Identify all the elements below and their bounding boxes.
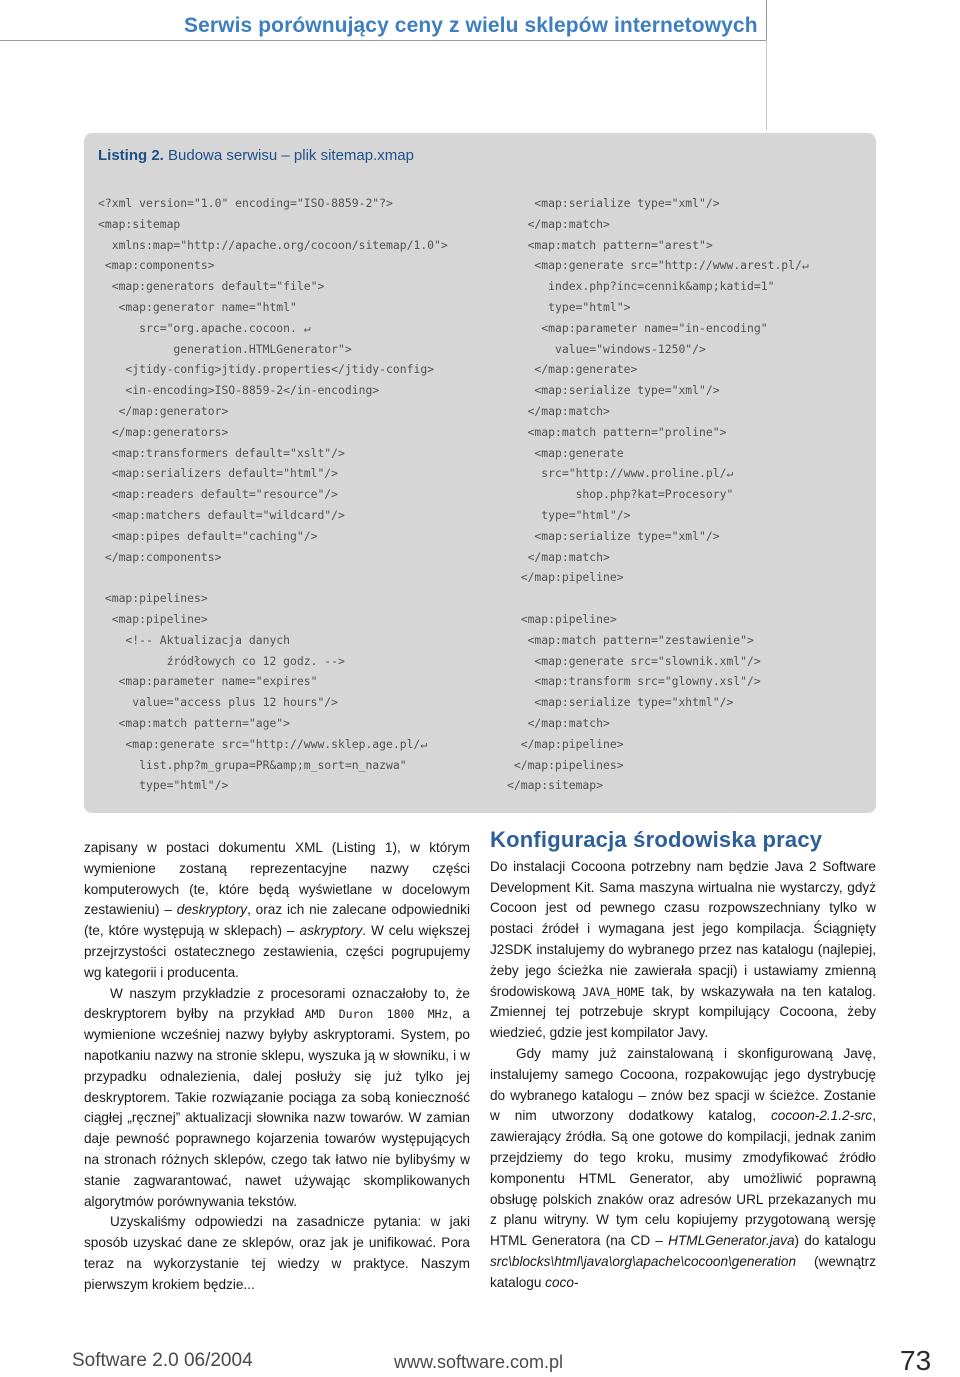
page-header-title: Serwis porównujący ceny z wielu sklepów internetowych <box>184 14 758 37</box>
code-line <box>507 692 809 713</box>
code-line-text: </map:generate> <box>507 362 638 377</box>
code-line-text: list.php?m_grupa=PR&amp;m_sort=n_nazwa" <box>98 757 407 772</box>
path-italic: coco- <box>545 1274 579 1290</box>
code-line <box>98 276 448 297</box>
code-line-text: index.php?inc=cennik&amp;katid=1" <box>507 279 775 294</box>
code-line-text: <map:pipelines> <box>98 591 208 606</box>
code-line-text: <map:pipeline> <box>98 611 208 626</box>
code-line <box>98 401 448 422</box>
code-inline: JAVA_HOME <box>582 984 645 999</box>
text-run: Gdy mamy już zainstalowaną i skonfigurowaną Javę, instalujemy samego Cocoona, rozpakowując jego dystrybucję do wybranego katalogu – znów bez spacji w ścieżce. Zostanie w nim utworzony dodatkowy katalog, <box>490 1045 876 1124</box>
code-line-text: </map:components> <box>98 549 222 564</box>
code-line-text: <map:parameter name="expires" <box>98 674 318 689</box>
code-line <box>98 463 448 484</box>
code-line-text: <map:sitemap <box>98 216 181 231</box>
code-line <box>98 526 448 547</box>
code-line-text: </map:match> <box>507 403 610 418</box>
article-column-right <box>490 827 876 1294</box>
code-line <box>507 359 809 380</box>
header-divider-vertical <box>766 0 767 40</box>
code-line <box>98 671 448 692</box>
code-line <box>507 609 809 630</box>
listing-caption: Budowa serwisu – plik sitemap.xmap <box>168 147 414 164</box>
code-line <box>507 443 809 464</box>
paragraph <box>84 838 470 984</box>
code-line-text: <map:match pattern="proline"> <box>507 424 727 439</box>
code-line-text: <!-- Aktualizacja danych <box>98 632 291 647</box>
code-line <box>507 671 809 692</box>
listing-box <box>84 133 876 813</box>
header-divider-horizontal <box>0 40 766 41</box>
code-line <box>507 505 809 526</box>
code-line-text: <map:match pattern="age"> <box>98 715 291 730</box>
code-line-text: </map:pipelines> <box>507 757 624 772</box>
code-line-text: value="access plus 12 hours"/> <box>98 695 339 710</box>
code-line-text: <map:pipes default="caching"/> <box>98 528 318 543</box>
code-line <box>507 567 809 588</box>
term-deskryptory: deskryptory <box>176 902 248 918</box>
code-line <box>98 588 448 609</box>
code-line <box>507 297 809 318</box>
paragraph <box>84 984 470 1213</box>
code-line <box>98 339 448 360</box>
text-run: ) do katalogu <box>794 1233 876 1249</box>
code-line <box>98 505 448 526</box>
code-line-text: shop.php?kat=Procesory" <box>507 487 734 502</box>
code-line-text: value="windows-1250"/> <box>507 341 706 356</box>
code-line-text: <map:transform src="glowny.xsl"/> <box>507 674 761 689</box>
page-number: 73 <box>900 1345 932 1376</box>
code-line <box>507 588 809 609</box>
term-askryptory: askryptory <box>299 923 363 939</box>
text-run: (wewnątrz katalogu <box>490 1253 876 1290</box>
code-line <box>98 380 448 401</box>
code-line <box>98 775 448 796</box>
code-line-text: src="http://www.proline.pl/↵ <box>507 466 734 481</box>
code-column-right <box>507 193 809 796</box>
code-line <box>98 547 448 568</box>
code-line <box>98 651 448 672</box>
path-italic: src\blocks\html\java\org\apache\cocoon\generation <box>490 1253 797 1269</box>
text-run: , oraz ich nie zalecane odpowiedniki (te, które występują w sklepach) – <box>84 902 470 939</box>
article-column-left <box>84 838 470 1296</box>
code-line <box>98 692 448 713</box>
code-line-text: <map:matchers default="wildcard"/> <box>98 507 345 522</box>
code-line-text: </map:sitemap> <box>507 778 604 793</box>
code-inline: AMD Duron 1800 MHz <box>304 1007 449 1022</box>
text-run: , a wymienione wcześniej nazwy byłyby askryptorami. System, po napotkaniu nazwy na stronie sklepu, wyszuka ją w słowniku, i w przypadku odnalezienia, dalej posłuży się już tylko jej deskryptorem. Takie rozwiązanie pociąga za sobą konieczność ciągłej „ręcznej” aktualizacji słownika nazw towarów. W zamian daje pewność poprawnego kojarzenia towarów występujących na stronach różnych sklepów, czego tak łatwo nie bylibyśmy w stanie zagwarantować, nawet używając skomplikowanych algorytmów porównywania tekstów. <box>84 1006 470 1209</box>
code-line <box>507 713 809 734</box>
code-line <box>98 359 448 380</box>
code-line <box>98 567 448 588</box>
code-line-text: <map:serializers default="html"/> <box>98 466 339 481</box>
code-line-text: generation.HTMLGenerator"> <box>98 341 352 356</box>
code-line-text: <map:generate src="http://www.arest.pl/↵ <box>507 258 809 273</box>
code-line-text: type="html"> <box>507 299 631 314</box>
path-italic: cocoon-2.1.2-src <box>770 1108 873 1124</box>
code-line <box>507 276 809 297</box>
code-line-text: <in-encoding>ISO-8859-2</in-encoding> <box>98 383 380 398</box>
code-line-text: <?xml version="1.0" encoding="ISO-8859-2"?> <box>98 196 393 210</box>
code-line <box>507 463 809 484</box>
code-line <box>98 318 448 339</box>
code-line-text: <map:transformers default="xslt"/> <box>98 445 345 460</box>
code-line-text: <map:generate src="slownik.xml"/> <box>507 653 761 668</box>
code-line-text: <map:match pattern="zestawienie"> <box>507 632 754 647</box>
text-run: . W celu większej przejrzystości ostatecznego zestawienia, części pogrupujemy wg kategorii i producenta. <box>84 923 470 980</box>
section-heading: Konfiguracja środowiska pracy <box>490 827 823 852</box>
paragraph <box>490 857 876 1044</box>
code-line <box>98 193 448 214</box>
code-column-left <box>98 193 448 796</box>
code-line <box>507 318 809 339</box>
code-line-text: <jtidy-config>jtidy.properties</jtidy-config> <box>98 362 435 377</box>
code-line-text: </map:match> <box>507 549 610 564</box>
code-line <box>507 755 809 776</box>
code-line <box>98 713 448 734</box>
code-line <box>98 255 448 276</box>
code-line <box>507 547 809 568</box>
code-line-text: <map:generate src="http://www.sklep.age.pl/↵ <box>98 736 428 751</box>
code-line-text: <map:generate <box>507 445 624 460</box>
code-line <box>507 651 809 672</box>
code-line-text: type="html"/> <box>98 778 229 793</box>
text-run: , zawierający źródła. Są one gotowe do kompilacji, jednak zanim przejdziemy do tego kroku, musimy zmodyfikować źródło komponentu HTML Generator, aby umożliwić poprawną obsługę polskich znaków oraz adresów URL przekazanych mu z planu witryny. W tym celu kopiujemy przygotowaną wersję HTML Generatora (na CD – <box>490 1108 876 1249</box>
code-line <box>507 775 809 796</box>
code-line-text: </map:pipeline> <box>507 736 624 751</box>
code-line <box>98 484 448 505</box>
code-line <box>507 255 809 276</box>
paragraph <box>490 1044 876 1294</box>
listing-label: Listing 2. <box>98 147 164 164</box>
code-line <box>98 443 448 464</box>
side-divider <box>766 40 767 130</box>
code-line-text: </map:generator> <box>98 403 229 418</box>
code-line-text: <map:serialize type="xml"/> <box>507 528 720 543</box>
code-line-text: <map:serialize type="xhtml"/> <box>507 695 734 710</box>
code-line-text: <map:generator name="html" <box>98 299 297 314</box>
code-line-text: <map:serialize type="xml"/> <box>507 383 720 398</box>
code-line <box>507 214 809 235</box>
code-line <box>507 422 809 443</box>
code-line <box>507 526 809 547</box>
code-line-text: <map:match pattern="arest"> <box>507 237 713 252</box>
code-line <box>507 630 809 651</box>
code-line <box>507 339 809 360</box>
code-line <box>98 297 448 318</box>
code-line <box>98 609 448 630</box>
code-line-text: <map:generators default="file"> <box>98 279 325 294</box>
code-line-text: type="html"/> <box>507 507 631 522</box>
code-line <box>507 380 809 401</box>
footer-url[interactable]: www.software.com.pl <box>394 1352 564 1372</box>
code-line-text: src="org.apache.cocoon. ↵ <box>98 320 311 335</box>
code-line <box>98 630 448 651</box>
code-line <box>98 422 448 443</box>
code-line-text: </map:match> <box>507 715 610 730</box>
footer-magazine: Software 2.0 06/2004 <box>72 1350 253 1371</box>
text-run: zapisany w postaci dokumentu XML (Listing 1), w którym wymienione zostaną reprezentacyjne nazwy części komputerowych (te, które będą wyświetlane w docelowym zestawieniu) – <box>84 840 470 918</box>
text-run: tak, by wskazywała na ten katalog. Zmiennej tej potrzebuje skrypt kompilujący Cocoona, żeby wiedzieć, gdzie jest kompilator Javy. <box>490 983 876 1041</box>
code-line <box>98 734 448 755</box>
code-line-text: <map:serialize type="xml"/> <box>507 196 720 210</box>
code-line <box>98 235 448 256</box>
listing-title <box>98 147 414 164</box>
text-run: Do instalacji Cocoona potrzebny nam będzie Java 2 Software Development Kit. Sama maszyna wirtualna nie wystarczy, gdyż Cocoon jest od pewnego czasu rozpowszechniany tylko w postaci źródeł i wymagana jest jego kompilacja. Ściągnięty J2SDK instalujemy do wybranego przez nas katalogu (najlepiej, żeby jego ścieżka nie zawierała spacji) i ustawiamy zmienną środowiskową <box>490 858 876 999</box>
code-line-text: </map:pipeline> <box>507 570 624 585</box>
code-line-text: <map:pipeline> <box>507 611 617 626</box>
code-line <box>98 214 448 235</box>
code-line-text: </map:match> <box>507 216 610 231</box>
code-line <box>507 235 809 256</box>
code-line-text: xmlns:map="http://apache.org/cocoon/sitemap/1.0"> <box>98 237 448 252</box>
code-line <box>98 755 448 776</box>
code-line-text: <map:components> <box>98 258 215 273</box>
code-line <box>507 734 809 755</box>
paragraph: Uzyskaliśmy odpowiedzi na zasadnicze pytania: w jaki sposób uzyskać dane ze sklepów, oraz jak je unifikować. Pora teraz na wykorzystanie tej wiedzy w praktyce. Naszym pierwszym krokiem będzie... <box>84 1214 470 1292</box>
code-line-text: źródłowych co 12 godz. --> <box>98 653 345 668</box>
code-line-text: <map:readers default="resource"/> <box>98 487 339 502</box>
code-line <box>507 484 809 505</box>
code-line <box>507 193 809 214</box>
code-line <box>507 401 809 422</box>
filename-italic: HTMLGenerator.java <box>668 1233 795 1249</box>
text-run: W naszym przykładzie z procesorami oznaczałoby to, że deskryptorem byłby na przykład <box>84 985 470 1022</box>
code-line-text: </map:generators> <box>98 424 229 439</box>
code-line-text: <map:parameter name="in-encoding" <box>507 320 768 335</box>
